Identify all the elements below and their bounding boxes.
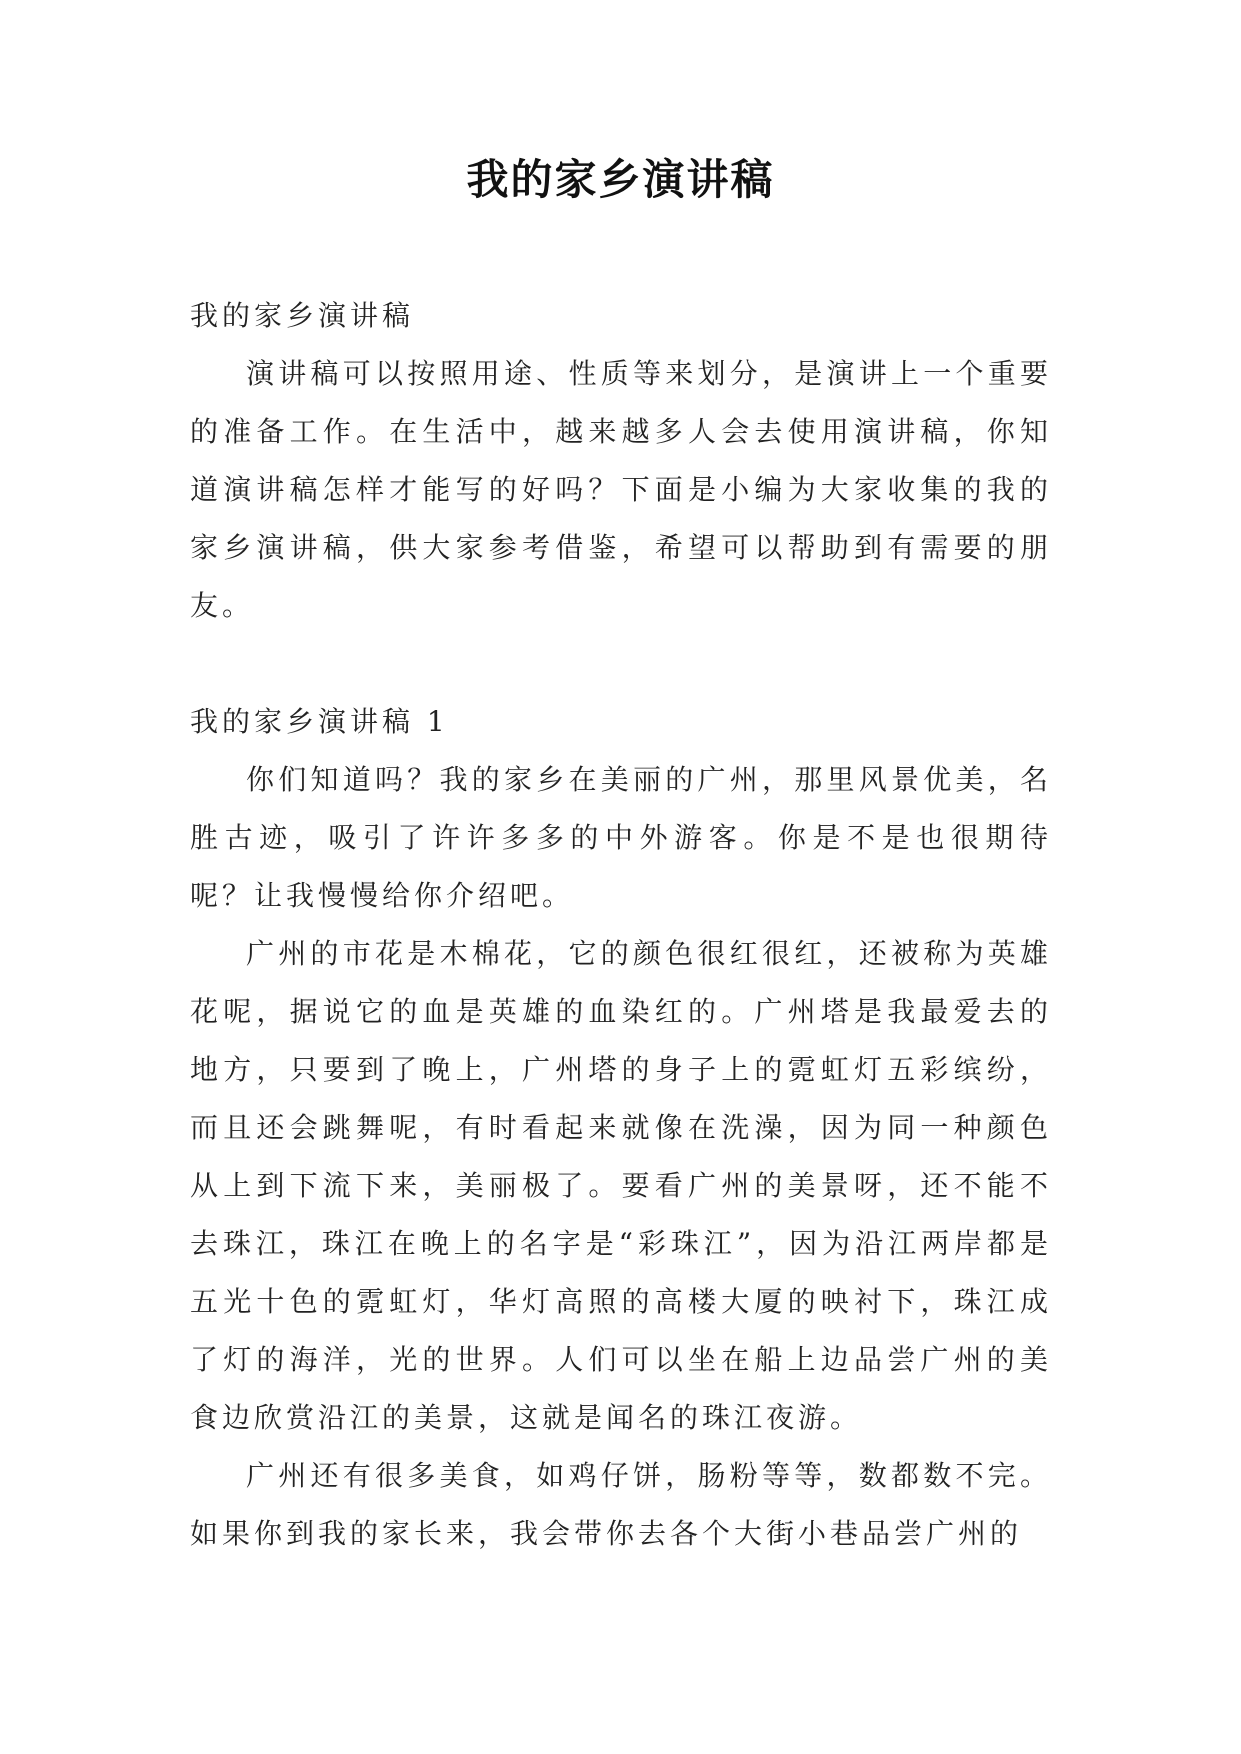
section-paragraph: 你们知道吗？我的家乡在美丽的广州，那里风景优美，名胜古迹，吸引了许许多多的中外游客。你是不是也很期待呢？让我慢慢给你介绍吧。 — [190, 763, 1052, 912]
intro-heading: 我的家乡演讲稿 — [190, 299, 415, 332]
section-paragraph: 广州的市花是木棉花，它的颜色很红很红，还被称为英雄花呢，据说它的血是英雄的血染红的。广州塔是我最爱去的地方，只要到了晚上，广州塔的身子上的霓虹灯五彩缤纷，而且还会跳舞呢，有时看起来就像在洗澡，因为同一种颜色从上到下流下来，美丽极了。要看广州的美景呀，还不能不去珠江，珠江在晚上的名字是“彩珠江”，因为沿江两岸都是五光十色的霓虹灯，华灯高照的高楼大厦的映衬下，珠江成了灯的海洋，光的世界。人们可以坐在船上边品尝广州的美食边欣赏沿江的美景，这就是闻名的珠江夜游。 — [190, 937, 1052, 1434]
document-body — [190, 287, 1052, 1563]
section-heading: 我的家乡演讲稿 1 — [190, 705, 449, 738]
intro-paragraph: 演讲稿可以按照用途、性质等来划分，是演讲上一个重要的准备工作。在生活中，越来越多人会去使用演讲稿，你知道演讲稿怎样才能写的好吗？下面是小编为大家收集的我的家乡演讲稿，供大家参考借鉴，希望可以帮助到有需要的朋友。 — [190, 357, 1052, 622]
section-paragraph: 广州还有很多美食，如鸡仔饼，肠粉等等，数都数不完。如果你到我的家长来，我会带你去各个大街小巷品尝广州的 — [190, 1459, 1052, 1550]
document-title: 我的家乡演讲稿 — [466, 155, 775, 204]
section-spacer — [190, 635, 1052, 693]
